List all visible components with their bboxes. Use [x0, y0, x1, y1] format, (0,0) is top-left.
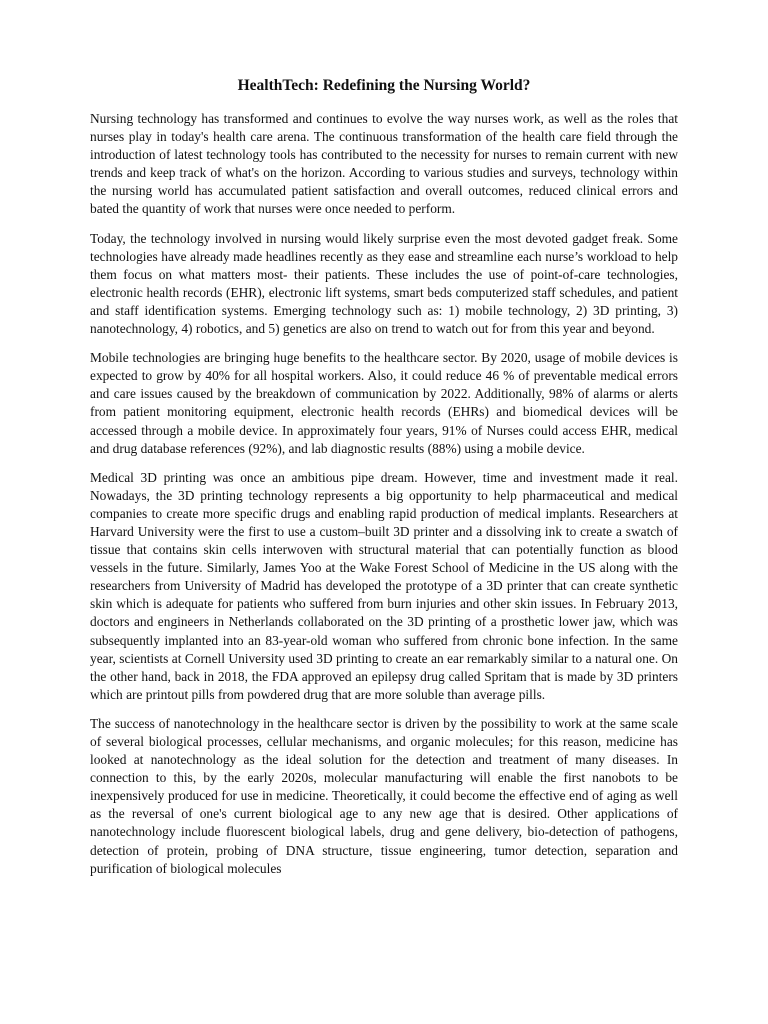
paragraph-nanotechnology: The success of nanotechnology in the healthcare sector is driven by the possibility to work at the same scale of several biological processes, cellular mechanisms, and organic molecules; for this reason, medicine has looked at nanotechnology as the ideal solution for the detection and treatment of many diseases. In connection to this, by the early 2020s, molecular manufacturing will enable the first nanobots to be inexpensively produced for use in medicine. Theoretically, it could become the effective end of aging as well as the reversal of one's current biological age to any new age that is desired. Other applications of nanotechnology include fluorescent biological labels, drug and gene delivery, bio-detection of pathogens, detection of protein, probing of DNA structure, tissue engineering, tumor detection, separation and purification of biological molecules: [90, 715, 678, 876]
document-page: [90, 76, 678, 889]
document-title: HealthTech: Redefining the Nursing World?: [237, 77, 531, 94]
paragraph-today: Today, the technology involved in nursing would likely surprise even the most devoted gadget freak. Some technologies have already made headlines recently as they ease and streamline each nurse’s workload to help them focus on what matters most- their patients. These includes the use of point-of-care technologies, electronic health records (EHR), electronic lift systems, smart beds computerized staff schedules, and patient and staff identification systems. Emerging technology such as: 1) mobile technology, 2) 3D printing, 3) nanotechnology, 4) robotics, and 5) genetics are also on trend to watch out for from this year and beyond.: [90, 230, 678, 337]
paragraph-intro: Nursing technology has transformed and continues to evolve the way nurses work, as well as the roles that nurses play in today's health care arena. The continuous transformation of the health care field through the introduction of latest technology tools has contributed to the necessity for nurses to remain current with new trends and keep track of what's on the horizon. According to various studies and surveys, technology within the nursing world has accumulated patient satisfaction and overall outcomes, reduced clinical errors and bated the quantity of work that nurses were once needed to perform.: [90, 111, 678, 217]
paragraph-3d-printing: Medical 3D printing was once an ambitious pipe dream. However, time and investment made it real. Nowadays, the 3D printing technology represents a big opportunity to help pharmaceutical and medical companies to create more specific drugs and enabling rapid production of medical implants. Researchers at Harvard University were the first to use a custom–built 3D printer and a dissolving ink to create a swatch of tissue that contains skin cells interwoven with structural material that can potentially function as blood vessels in the future. Similarly, James Yoo at the Wake Forest School of Medicine in the US along with the researchers from University of Madrid has developed the prototype of a 3D printer that can create synthetic skin which is adequate for patients who suffered from burn injuries and other skin issues. In February 2013, doctors and engineers in Netherlands collaborated on the 3D printing of a prosthetic lower jaw, which was subsequently implanted into an 83-year-old woman who suffered from chronic bone infection. In the same year, scientists at Cornell University used 3D printing to create an ear remarkably similar to a natural one. On the other hand, back in 2018, the FDA approved an epilepsy drug called Spritam that is made by 3D printers which are printout pills from powdered drug that are more soluble than average pills.: [90, 469, 678, 702]
paragraph-mobile: Mobile technologies are bringing huge benefits to the healthcare sector. By 2020, usage of mobile devices is expected to grow by 40% for all hospital workers. Also, it could reduce 46 % of preventable medical errors and care issues caused by the breakdown of communication by 2022. Additionally, 98% of alarms or alerts from patient monitoring equipment, electronic health records (EHRs) and biomedical devices will be accessed through a mobile device. In approximately four years, 91% of Nurses could access EHR, medical and drug database references (92%), and lab diagnostic results (88%) using a mobile device.: [90, 350, 678, 456]
